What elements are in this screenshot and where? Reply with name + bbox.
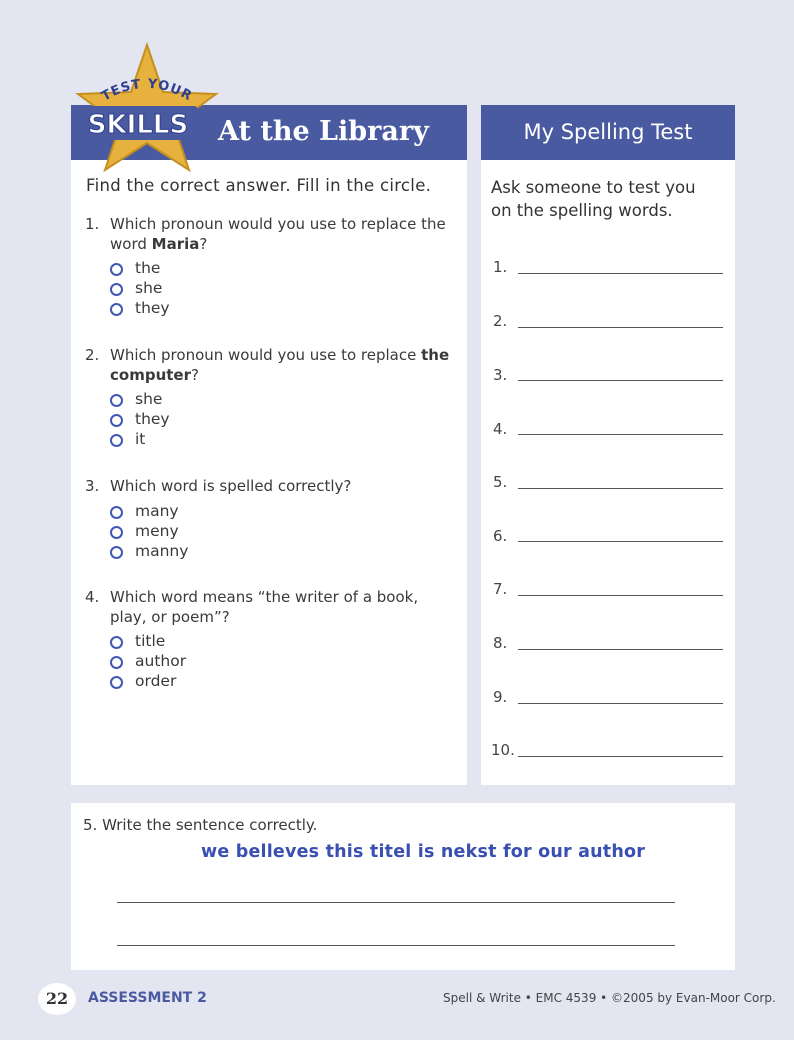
question-number: 3. bbox=[85, 477, 100, 495]
question-5-prompt: 5. Write the sentence correctly. bbox=[83, 816, 318, 834]
radio-circle-icon[interactable] bbox=[110, 434, 123, 447]
instructions: Find the correct answer. Fill in the circle. bbox=[86, 176, 432, 195]
spelling-number: 9. bbox=[493, 688, 508, 706]
question-text: Which word is spelled correctly? bbox=[110, 477, 352, 495]
spelling-number: 2. bbox=[493, 312, 508, 330]
radio-circle-icon[interactable] bbox=[110, 676, 123, 689]
radio-circle-icon[interactable] bbox=[110, 636, 123, 649]
radio-circle-icon[interactable] bbox=[110, 414, 123, 427]
page-number: 22 bbox=[38, 983, 76, 1015]
question-number: 1. bbox=[85, 215, 100, 233]
spelling-answer-line[interactable] bbox=[518, 273, 723, 274]
test-your-skills-star-logo bbox=[70, 42, 220, 172]
question-text: Which pronoun would you use to replace the word Maria? bbox=[110, 215, 446, 253]
spelling-test-title: My Spelling Test bbox=[523, 120, 693, 144]
question-text: Which word means “the writer of a book, play, or poem”? bbox=[110, 588, 419, 626]
spelling-answer-line[interactable] bbox=[518, 434, 723, 435]
answer-option[interactable]: it bbox=[110, 429, 145, 449]
spelling-number: 4. bbox=[493, 420, 508, 438]
answer-option[interactable]: she bbox=[110, 278, 162, 298]
writing-line[interactable] bbox=[117, 902, 675, 903]
question-number: 2. bbox=[85, 346, 100, 364]
radio-circle-icon[interactable] bbox=[110, 656, 123, 669]
spelling-answer-line[interactable] bbox=[518, 649, 723, 650]
answer-option[interactable]: manny bbox=[110, 541, 188, 561]
spelling-answer-line[interactable] bbox=[518, 541, 723, 542]
question-keyword: Maria bbox=[151, 235, 200, 253]
radio-circle-icon[interactable] bbox=[110, 303, 123, 316]
answer-option[interactable]: title bbox=[110, 631, 165, 651]
spelling-answer-line[interactable] bbox=[518, 756, 723, 757]
spelling-answer-line[interactable] bbox=[518, 703, 723, 704]
spelling-instruction: Ask someone to test you on the spelling words. bbox=[491, 178, 696, 220]
radio-circle-icon[interactable] bbox=[110, 394, 123, 407]
spelling-number: 1. bbox=[493, 258, 508, 276]
section-label: ASSESSMENT 2 bbox=[88, 990, 207, 1006]
question-text: Which pronoun would you use to replace the computer? bbox=[110, 346, 450, 384]
writing-line[interactable] bbox=[117, 945, 675, 946]
spelling-number: 6. bbox=[493, 527, 508, 545]
page-title: At the Library bbox=[218, 116, 429, 147]
spelling-answer-line[interactable] bbox=[518, 488, 723, 489]
spelling-number: 7. bbox=[493, 580, 508, 598]
spelling-number: 8. bbox=[493, 634, 508, 652]
radio-circle-icon[interactable] bbox=[110, 526, 123, 539]
radio-circle-icon[interactable] bbox=[110, 283, 123, 296]
right-panel bbox=[481, 160, 735, 785]
spelling-answer-line[interactable] bbox=[518, 380, 723, 381]
answer-option[interactable]: they bbox=[110, 409, 170, 429]
answer-option[interactable]: order bbox=[110, 671, 176, 691]
answer-option[interactable]: meny bbox=[110, 521, 179, 541]
question-keyword: the computer bbox=[110, 346, 450, 384]
spelling-number: 10. bbox=[491, 741, 515, 759]
spelling-answer-line[interactable] bbox=[518, 595, 723, 596]
answer-option[interactable]: many bbox=[110, 501, 179, 521]
spelling-number: 3. bbox=[493, 366, 508, 384]
answer-option[interactable]: she bbox=[110, 389, 162, 409]
spelling-number: 5. bbox=[493, 473, 508, 491]
spelling-answer-line[interactable] bbox=[518, 327, 723, 328]
radio-circle-icon[interactable] bbox=[110, 263, 123, 276]
badge-line2: SKILLS bbox=[87, 110, 189, 140]
answer-option[interactable]: author bbox=[110, 651, 186, 671]
answer-option[interactable]: the bbox=[110, 258, 160, 278]
question-number: 4. bbox=[85, 588, 100, 606]
incorrect-sentence: we belleves this titel is nekst for our author bbox=[201, 842, 646, 862]
answer-option[interactable]: they bbox=[110, 298, 170, 318]
copyright-credit: Spell & Write • EMC 4539 • ©2005 by Evan-Moor Corp. bbox=[443, 991, 776, 1005]
radio-circle-icon[interactable] bbox=[110, 506, 123, 519]
radio-circle-icon[interactable] bbox=[110, 546, 123, 559]
badge-line1: TEST YOUR bbox=[99, 76, 195, 105]
